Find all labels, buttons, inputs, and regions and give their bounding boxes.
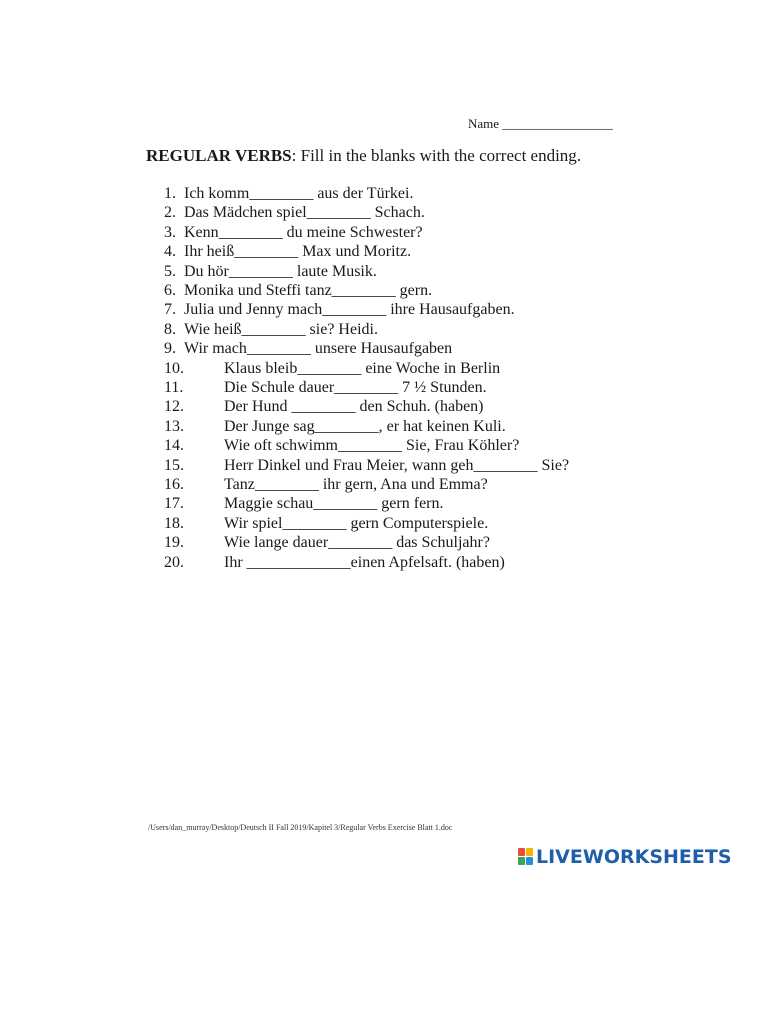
exercise-number: 16. [164,476,184,493]
liveworksheets-logo-icon [518,848,534,866]
exercise-sentence: Wie oft schwimm________ Sie, Frau Köhler? [224,437,520,455]
exercise-number: 7. [164,301,176,319]
liveworksheets-wordmark: LIVEWORKSHEETS [536,846,732,868]
name-field-label: Name _________________ [468,116,613,131]
exercise-number: 13. [164,417,184,435]
file-path: /Users/dan_murray/Desktop/Deutsch II Fall 2019/Kapitel 3/Regular Verbs Exercise Blatt 1.doc [148,823,453,832]
exercise-number: 17. [164,495,184,513]
exercise-sentence: Ihr _____________einen Apfelsaft. (haben) [224,553,505,571]
exercise-sentence: Wir spiel________ gern Computerspiele. [224,514,489,532]
exercise-sentence: Julia und Jenny mach________ ihre Hausaufgaben. [184,301,515,319]
exercise-sentence: Tanz________ ihr gern, Ana und Emma? [224,476,488,493]
exercise-number: 4. [164,243,176,261]
exercise-number: 19. [164,534,184,552]
exercise-sentence: Ihr heiß________ Max und Moritz. [184,243,412,261]
exercise-sentence: Wie heiß________ sie? Heidi. [184,320,378,338]
exercise-sentence: Die Schule dauer________ 7 ½ Stunden. [224,379,487,396]
title-instructions: : Fill in the blanks with the correct ending. [291,146,582,165]
exercise-number: 3. [164,223,176,241]
exercise-number: 2. [164,204,176,222]
exercise-sentence: Du hör________ laute Musik. [184,262,377,280]
exercise-number: 20. [164,553,184,571]
exercise-number: 11. [164,379,184,396]
exercise-number: 1. [164,185,176,202]
exercise-number: 14. [164,437,184,455]
exercise-sentence: Der Junge sag________, er hat keinen Kuli. [224,417,506,435]
title-bold: REGULAR VERBS [146,146,292,165]
exercise-number: 8. [164,320,176,338]
exercise-sentence: Monika und Steffi tanz________ gern. [184,282,433,299]
exercise-number: 12. [164,398,184,416]
exercise-sentence: Ich komm________ aus der Türkei. [184,185,414,202]
exercise-sentence: Wir mach________ unsere Hausaufgaben [184,340,453,358]
exercise-number: 10. [164,359,184,377]
exercise-sentence: Wie lange dauer________ das Schuljahr? [224,534,490,552]
exercise-sentence: Der Hund ________ den Schuh. (haben) [224,398,484,416]
liveworksheets-logo [518,846,732,868]
exercise-sentence: Kenn________ du meine Schwester? [184,223,423,241]
exercise-number: 5. [164,262,176,280]
exercise-sentence: Herr Dinkel und Frau Meier, wann geh________ Sie? [224,456,570,474]
exercise-number: 9. [164,340,176,358]
exercise-number: 6. [164,282,176,299]
exercise-number: 15. [164,456,184,474]
exercise-sentence: Das Mädchen spiel________ Schach. [184,204,425,222]
exercise-number: 18. [164,514,184,532]
worksheet-title [146,146,581,166]
exercise-sentence: Klaus bleib________ eine Woche in Berlin [224,359,501,377]
exercise-sentence: Maggie schau________ gern fern. [224,495,444,513]
